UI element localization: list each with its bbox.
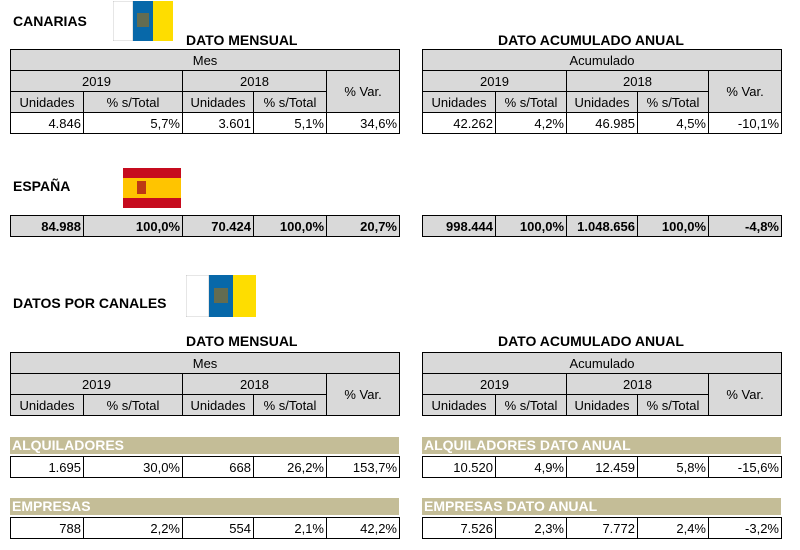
alquiladores-annual-label: ALQUILADORES DATO ANUAL [422,437,781,454]
table-cell: -15,6% [709,457,782,478]
units-header: Unidades [183,92,254,113]
var-header: % Var. [709,374,782,416]
canarias-flag-icon [113,1,173,41]
table-cell: 100,0% [254,216,327,237]
espana-annual-table [422,215,782,237]
table-cell: 4.846 [11,113,84,134]
annual-title: DATO ACUMULADO ANUAL [498,333,684,349]
table-cell: 84.988 [11,216,84,237]
table-cell: 42,2% [327,518,400,539]
table-cell: 554 [183,518,254,539]
canarias-flag-icon [186,275,256,317]
units-header: Unidades [183,395,254,416]
table-cell: 42.262 [423,113,496,134]
table-cell: 2,4% [638,518,709,539]
pct-header: % s/Total [254,395,327,416]
mes-header: Mes [11,50,400,71]
table-cell: 5,8% [638,457,709,478]
table-cell: 2,3% [496,518,567,539]
year-2019-header: 2019 [11,71,183,92]
units-header: Unidades [567,395,638,416]
canales-annual-header [422,352,782,416]
table-cell: 70.424 [183,216,254,237]
section-title-canales: DATOS POR CANALES [13,295,167,311]
pct-header: % s/Total [638,395,709,416]
alquiladores-monthly-row [10,456,400,478]
table-cell: 3.601 [183,113,254,134]
pct-header: % s/Total [496,395,567,416]
monthly-title: DATO MENSUAL [186,32,298,48]
canales-monthly-header [10,352,400,416]
pct-header: % s/Total [84,92,183,113]
table-cell: 153,7% [327,457,400,478]
acumulado-header: Acumulado [423,50,782,71]
mes-header: Mes [11,353,400,374]
table-cell: 100,0% [84,216,183,237]
section-title-espana: ESPAÑA [13,178,71,194]
var-header: % Var. [327,374,400,416]
table-cell: 5,1% [254,113,327,134]
table-cell: 1.048.656 [567,216,638,237]
table-cell: 100,0% [496,216,567,237]
table-cell: -10,1% [709,113,782,134]
year-2019-header: 2019 [423,374,567,395]
alquiladores-annual-row [422,456,782,478]
year-2019-header: 2019 [423,71,567,92]
table-cell: 10.520 [423,457,496,478]
table-cell: 30,0% [84,457,183,478]
table-cell: 20,7% [327,216,400,237]
table-cell: 4,5% [638,113,709,134]
year-2019-header: 2019 [11,374,183,395]
table-cell: 4,2% [496,113,567,134]
year-2018-header: 2018 [183,374,327,395]
table-cell: 26,2% [254,457,327,478]
empresas-label: EMPRESAS [10,498,399,515]
table-cell: 2,2% [84,518,183,539]
pct-header: % s/Total [496,92,567,113]
units-header: Unidades [567,92,638,113]
table-cell: 12.459 [567,457,638,478]
alquiladores-label: ALQUILADORES [10,437,399,454]
table-cell: 4,9% [496,457,567,478]
table-cell: 100,0% [638,216,709,237]
table-cell: 2,1% [254,518,327,539]
espana-monthly-table [10,215,400,237]
table-cell: -3,2% [709,518,782,539]
units-header: Unidades [11,395,84,416]
var-header: % Var. [709,71,782,113]
var-header: % Var. [327,71,400,113]
empresas-annual-row [422,517,782,539]
table-cell: 46.985 [567,113,638,134]
pct-header: % s/Total [84,395,183,416]
spain-flag-icon [123,168,181,208]
table-cell: 7.526 [423,518,496,539]
pct-header: % s/Total [638,92,709,113]
section-title-canarias: CANARIAS [13,13,87,29]
canarias-annual-table [422,49,782,134]
table-cell: 788 [11,518,84,539]
empresas-monthly-row [10,517,400,539]
year-2018-header: 2018 [567,374,709,395]
year-2018-header: 2018 [567,71,709,92]
monthly-title: DATO MENSUAL [186,333,298,349]
table-cell: -4,8% [709,216,782,237]
pct-header: % s/Total [254,92,327,113]
canarias-monthly-table [10,49,400,134]
acumulado-header: Acumulado [423,353,782,374]
annual-title: DATO ACUMULADO ANUAL [498,32,684,48]
units-header: Unidades [423,92,496,113]
table-cell: 998.444 [423,216,496,237]
table-cell: 668 [183,457,254,478]
year-2018-header: 2018 [183,71,327,92]
table-cell: 1.695 [11,457,84,478]
table-cell: 34,6% [327,113,400,134]
table-cell: 7.772 [567,518,638,539]
units-header: Unidades [11,92,84,113]
units-header: Unidades [423,395,496,416]
empresas-annual-label: EMPRESAS DATO ANUAL [422,498,781,515]
table-cell: 5,7% [84,113,183,134]
